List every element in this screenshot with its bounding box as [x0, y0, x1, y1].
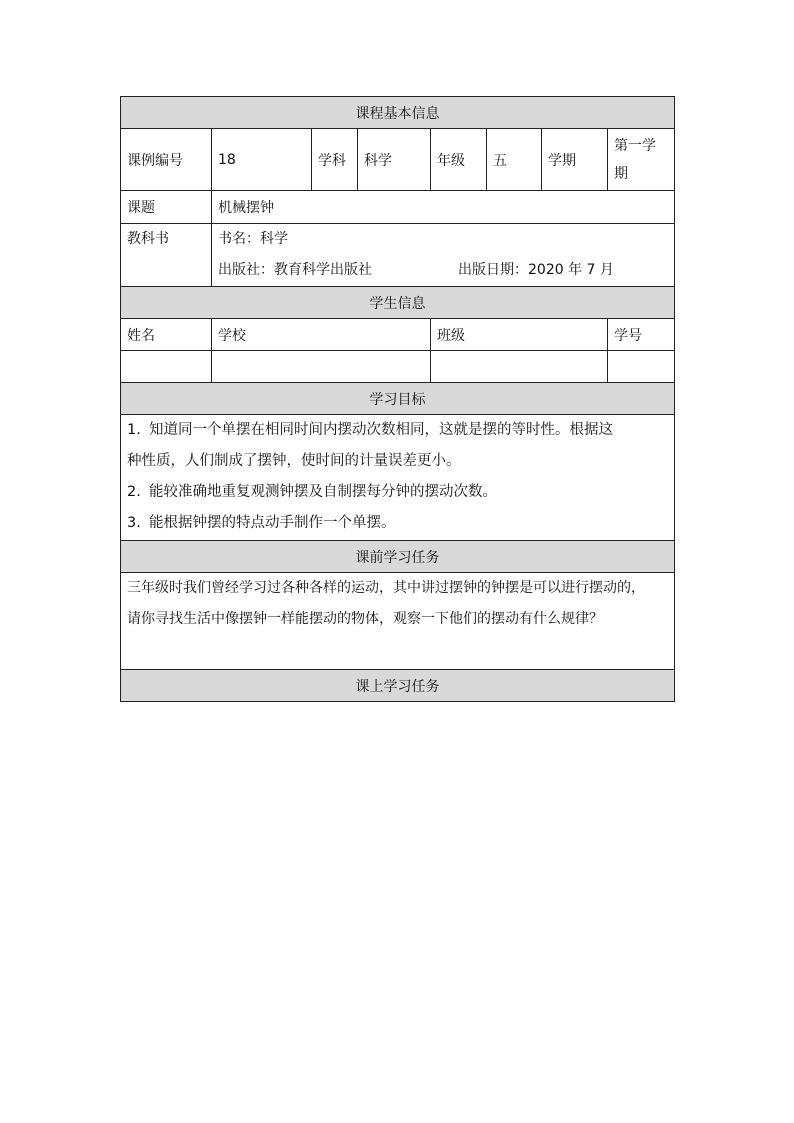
- pre-task-line: 请你寻找生活中像摆钟一样能摆动的物体，观察一下他们的摆动有什么规律？: [127, 611, 603, 627]
- pre-task-content: [121, 573, 675, 670]
- section-row-basic: [121, 97, 675, 129]
- student-name-header: 姓名: [121, 319, 212, 351]
- section-pre-task-title: 课前学习任务: [121, 541, 675, 573]
- term-label: 学期: [542, 129, 608, 191]
- student-school-header: 学校: [212, 319, 431, 351]
- goal-item: 3. 能根据钟摆的特点动手制作一个单摆。: [127, 515, 396, 531]
- course-table: [120, 96, 675, 702]
- student-input-row: [121, 351, 675, 383]
- section-row-student: [121, 287, 675, 319]
- course-id-label: 课例编号: [121, 129, 212, 191]
- textbook-row: [121, 224, 675, 287]
- term-value: 第一学期: [608, 129, 675, 191]
- student-school-cell[interactable]: [212, 351, 431, 383]
- goal-item: 2. 能较准确地重复观测钟摆及自制摆每分钟的摆动次数。: [127, 484, 497, 500]
- goals-row: [121, 415, 675, 541]
- book-name: 书名：科学: [218, 231, 288, 247]
- grade-value: 五: [487, 129, 542, 191]
- publisher: 出版社：教育科学出版社: [218, 262, 372, 278]
- section-goals-title: 学习目标: [121, 383, 675, 415]
- publish-date: 出版日期：2020 年 7 月: [458, 262, 614, 278]
- topic-row: [121, 191, 675, 224]
- section-basic-title: 课程基本信息: [121, 97, 675, 129]
- pre-task-line: 三年级时我们曾经学习过各种各样的运动，其中讲过摆钟的钟摆是可以进行摆动的，: [127, 580, 645, 596]
- textbook-details: [212, 224, 675, 287]
- course-info-sheet: [120, 96, 674, 702]
- student-name-cell[interactable]: [121, 351, 212, 383]
- student-number-cell[interactable]: [608, 351, 675, 383]
- textbook-label: 教科书: [121, 224, 212, 287]
- topic-label: 课题: [121, 191, 212, 224]
- goal-item: 1. 知道同一个单摆在相同时间内摆动次数相同，这就是摆的等时性。根据这: [127, 422, 613, 438]
- publisher-line: [218, 255, 668, 286]
- subject-value: 科学: [358, 129, 431, 191]
- section-class-task-title: 课上学习任务: [121, 670, 675, 702]
- student-header-row: [121, 319, 675, 351]
- section-row-class-task: [121, 670, 675, 702]
- course-id-value: 18: [212, 129, 312, 191]
- student-class-header: 班级: [431, 319, 608, 351]
- student-number-header: 学号: [608, 319, 675, 351]
- section-row-goals: [121, 383, 675, 415]
- goal-item-continuation: 种性质，人们制成了摆钟，使时间的计量误差更小。: [127, 453, 461, 469]
- goals-content: [121, 415, 675, 541]
- section-student-title: 学生信息: [121, 287, 675, 319]
- grade-label: 年级: [431, 129, 487, 191]
- section-row-pre-task: [121, 541, 675, 573]
- topic-value: 机械摆钟: [212, 191, 675, 224]
- subject-label: 学科: [312, 129, 358, 191]
- course-row: [121, 129, 675, 191]
- student-class-cell[interactable]: [431, 351, 608, 383]
- pre-task-row: [121, 573, 675, 670]
